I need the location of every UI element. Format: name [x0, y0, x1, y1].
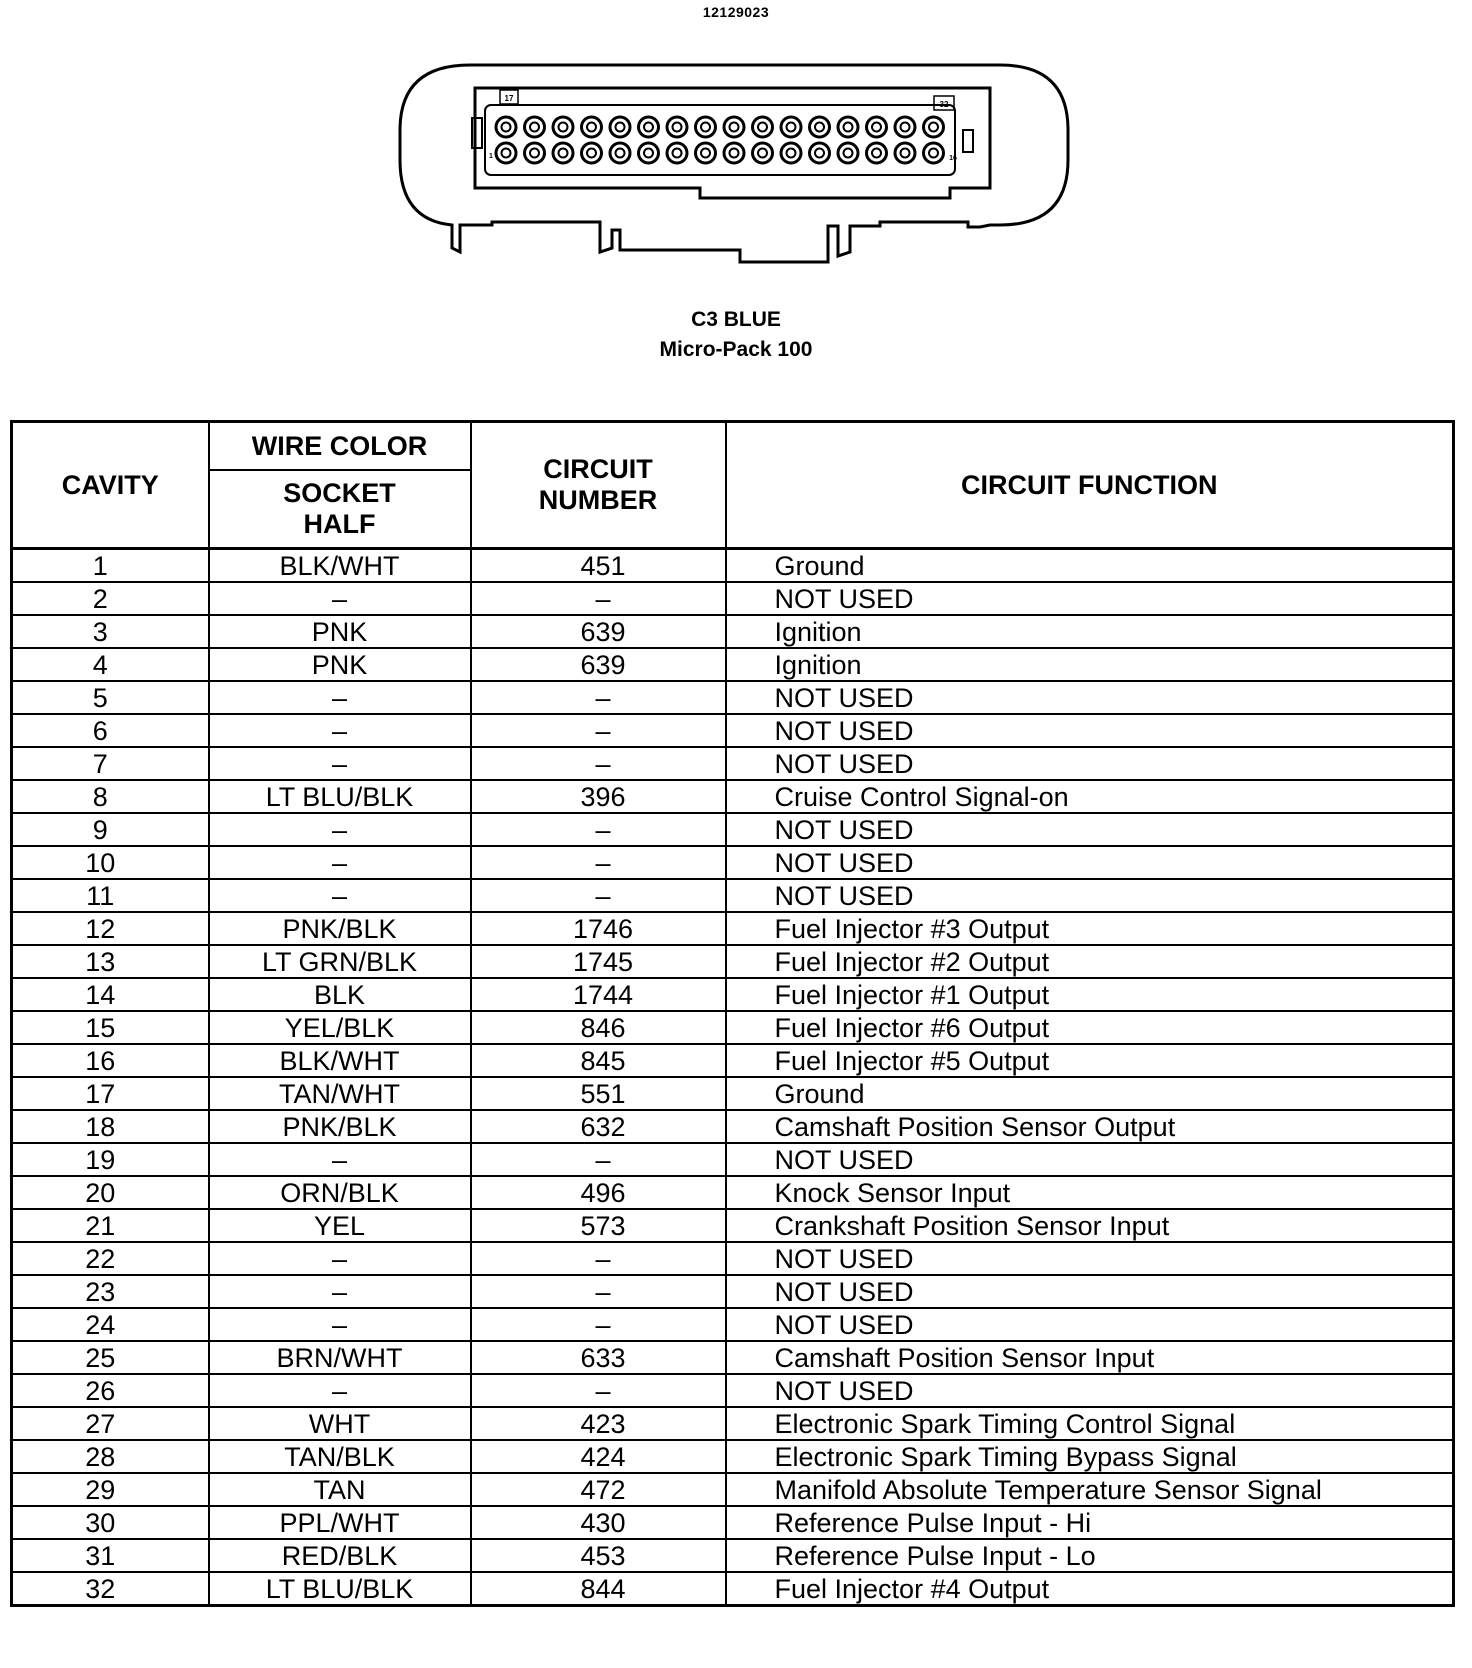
table-row [12, 648, 1454, 681]
wire-color-cell: ORN/BLK [209, 1176, 471, 1209]
table-row [12, 681, 1454, 714]
circuit-function-cell: Manifold Absolute Temperature Sensor Signal [726, 1473, 1454, 1506]
wire-color-cell: TAN [209, 1473, 471, 1506]
circuit-number-cell: 430 [471, 1506, 726, 1539]
connector-pin [525, 117, 545, 137]
table-row [12, 1209, 1454, 1242]
circuit-number-cell: 472 [471, 1473, 726, 1506]
connector-pin-socket [502, 149, 511, 158]
wire-color-cell: – [209, 879, 471, 912]
circuit-function-cell: Ground [726, 549, 1454, 583]
circuit-function-cell: Fuel Injector #1 Output [726, 978, 1454, 1011]
wire-color-cell: BRN/WHT [209, 1341, 471, 1374]
circuit-number-cell: – [471, 879, 726, 912]
circuit-number-cell: 845 [471, 1044, 726, 1077]
cavity-cell: 22 [12, 1242, 209, 1275]
circuit-number-cell: – [471, 1275, 726, 1308]
wire-color-cell: – [209, 1374, 471, 1407]
table-row [12, 1440, 1454, 1473]
connector-pin [496, 143, 516, 163]
header-circuit-number: CIRCUIT NUMBER [471, 422, 726, 549]
table-row [12, 780, 1454, 813]
connector-pin [924, 143, 944, 163]
circuit-number-cell: 1745 [471, 945, 726, 978]
cavity-cell: 7 [12, 747, 209, 780]
connector-pin [496, 117, 516, 137]
circuit-function-cell: Cruise Control Signal-on [726, 780, 1454, 813]
circuit-function-cell: Camshaft Position Sensor Output [726, 1110, 1454, 1143]
connector-pin [582, 143, 602, 163]
cavity-cell: 27 [12, 1407, 209, 1440]
wire-color-cell: – [209, 714, 471, 747]
connector-pin [810, 143, 830, 163]
table-row [12, 978, 1454, 1011]
wire-color-cell: PNK [209, 615, 471, 648]
header-socket-half: SOCKET HALF [209, 470, 471, 549]
connector-pin [867, 143, 887, 163]
connector-pin [895, 143, 915, 163]
circuit-function-cell: NOT USED [726, 1374, 1454, 1407]
connector-pin-socket [758, 123, 767, 132]
connector-pin-socket [559, 149, 568, 158]
circuit-number-cell: 496 [471, 1176, 726, 1209]
circuit-function-cell: NOT USED [726, 1275, 1454, 1308]
connector-pin-socket [701, 149, 710, 158]
cavity-cell: 9 [12, 813, 209, 846]
cavity-cell: 12 [12, 912, 209, 945]
circuit-function-cell: NOT USED [726, 714, 1454, 747]
wire-color-cell: – [209, 1242, 471, 1275]
wire-color-cell: LT BLU/BLK [209, 780, 471, 813]
wire-color-cell: – [209, 1143, 471, 1176]
table-row [12, 1011, 1454, 1044]
connector-pin [753, 143, 773, 163]
connector-pin [696, 143, 716, 163]
connector-diagram [0, 0, 1472, 300]
header-cavity: CAVITY [12, 422, 209, 549]
circuit-function-cell: NOT USED [726, 681, 1454, 714]
connector-pin-socket [644, 123, 653, 132]
circuit-number-cell: – [471, 747, 726, 780]
cavity-cell: 15 [12, 1011, 209, 1044]
connector-pin-socket [530, 123, 539, 132]
connector-pin-socket [787, 149, 796, 158]
circuit-function-cell: Camshaft Position Sensor Input [726, 1341, 1454, 1374]
circuit-number-cell: 551 [471, 1077, 726, 1110]
circuit-function-cell: Fuel Injector #3 Output [726, 912, 1454, 945]
connector-pin-socket [901, 149, 910, 158]
table-row [12, 1374, 1454, 1407]
pinout-table [10, 420, 1455, 1607]
connector-pin [639, 143, 659, 163]
cavity-cell: 11 [12, 879, 209, 912]
table-row [12, 1506, 1454, 1539]
connector-pin-socket [787, 123, 796, 132]
cavity-cell: 24 [12, 1308, 209, 1341]
table-row [12, 615, 1454, 648]
connector-pin-socket [929, 149, 938, 158]
pin-label-17: 17 [504, 94, 514, 103]
wire-color-cell: – [209, 681, 471, 714]
cavity-cell: 16 [12, 1044, 209, 1077]
wire-color-cell: – [209, 1275, 471, 1308]
table-row [12, 1077, 1454, 1110]
connector-pin-socket [758, 149, 767, 158]
circuit-function-cell: NOT USED [726, 1143, 1454, 1176]
connector-pin-socket [730, 123, 739, 132]
table-row [12, 1110, 1454, 1143]
connector-pin [810, 117, 830, 137]
table-row [12, 549, 1454, 583]
circuit-function-cell: Knock Sensor Input [726, 1176, 1454, 1209]
pin-label-1: 1 [489, 153, 493, 160]
wire-color-cell: RED/BLK [209, 1539, 471, 1572]
connector-pin [924, 117, 944, 137]
pin-block [485, 105, 955, 175]
wire-color-cell: BLK/WHT [209, 1044, 471, 1077]
circuit-function-cell: NOT USED [726, 1308, 1454, 1341]
circuit-number-cell: 453 [471, 1539, 726, 1572]
circuit-function-cell: Electronic Spark Timing Bypass Signal [726, 1440, 1454, 1473]
connector-pin [610, 143, 630, 163]
cavity-cell: 6 [12, 714, 209, 747]
circuit-number-cell: 1746 [471, 912, 726, 945]
header-wire-color: WIRE COLOR [209, 422, 471, 471]
pin-label-16: 16 [949, 155, 957, 162]
connector-pin [610, 117, 630, 137]
connector-pin [724, 143, 744, 163]
cavity-cell: 5 [12, 681, 209, 714]
connector-pin-socket [616, 123, 625, 132]
circuit-function-cell: Crankshaft Position Sensor Input [726, 1209, 1454, 1242]
circuit-number-cell: 1744 [471, 978, 726, 1011]
wire-color-cell: PNK/BLK [209, 1110, 471, 1143]
table-row [12, 879, 1454, 912]
circuit-number-cell: 639 [471, 648, 726, 681]
circuit-number-cell: 396 [471, 780, 726, 813]
circuit-number-cell: – [471, 681, 726, 714]
connector-pin [895, 117, 915, 137]
connector-type: Micro-Pack 100 [659, 338, 813, 361]
connector-pin-socket [644, 149, 653, 158]
connector-pin-socket [587, 123, 596, 132]
cavity-cell: 14 [12, 978, 209, 1011]
circuit-number-cell: 846 [471, 1011, 726, 1044]
table-row [12, 582, 1454, 615]
cavity-cell: 13 [12, 945, 209, 978]
connector-pin [838, 143, 858, 163]
connector-pin [753, 117, 773, 137]
circuit-number-cell: – [471, 846, 726, 879]
circuit-number-cell: 573 [471, 1209, 726, 1242]
table-row [12, 813, 1454, 846]
wire-color-cell: YEL [209, 1209, 471, 1242]
cavity-cell: 28 [12, 1440, 209, 1473]
connector-pin-socket [616, 149, 625, 158]
connector-pin [667, 143, 687, 163]
wire-color-cell: BLK [209, 978, 471, 1011]
cavity-cell: 25 [12, 1341, 209, 1374]
cavity-cell: 10 [12, 846, 209, 879]
table-row [12, 1044, 1454, 1077]
circuit-number-cell: 451 [471, 549, 726, 583]
table-row [12, 1572, 1454, 1606]
circuit-function-cell: Ground [726, 1077, 1454, 1110]
wire-color-cell: PPL/WHT [209, 1506, 471, 1539]
cavity-cell: 18 [12, 1110, 209, 1143]
connector-pin [696, 117, 716, 137]
table-row [12, 1341, 1454, 1374]
circuit-function-cell: NOT USED [726, 879, 1454, 912]
circuit-function-cell: Fuel Injector #4 Output [726, 1572, 1454, 1606]
cavity-cell: 19 [12, 1143, 209, 1176]
circuit-number-cell: – [471, 1143, 726, 1176]
table-row [12, 714, 1454, 747]
circuit-function-cell: Reference Pulse Input - Hi [726, 1506, 1454, 1539]
circuit-number-cell: 632 [471, 1110, 726, 1143]
connector-pin-socket [559, 123, 568, 132]
wire-color-cell: LT BLU/BLK [209, 1572, 471, 1606]
connector-pin [838, 117, 858, 137]
circuit-number-cell: – [471, 813, 726, 846]
cavity-cell: 1 [12, 549, 209, 583]
circuit-function-cell: Fuel Injector #5 Output [726, 1044, 1454, 1077]
table-row [12, 1308, 1454, 1341]
connector-pin-socket [587, 149, 596, 158]
connector-pin [724, 117, 744, 137]
circuit-number-cell: – [471, 1242, 726, 1275]
circuit-number-cell: 633 [471, 1341, 726, 1374]
connector-pin [553, 143, 573, 163]
connector-name: C3 BLUE [691, 308, 781, 331]
connector-pin-socket [872, 123, 881, 132]
table-row [12, 1407, 1454, 1440]
wire-color-cell: – [209, 1308, 471, 1341]
connector-pin-socket [730, 149, 739, 158]
connector-pin-socket [673, 123, 682, 132]
circuit-number-cell: – [471, 1308, 726, 1341]
circuit-number-cell: 423 [471, 1407, 726, 1440]
cavity-cell: 30 [12, 1506, 209, 1539]
wire-color-cell: WHT [209, 1407, 471, 1440]
cavity-cell: 4 [12, 648, 209, 681]
pin-label-32: 32 [939, 100, 949, 109]
circuit-function-cell: Fuel Injector #6 Output [726, 1011, 1454, 1044]
circuit-function-cell: Ignition [726, 615, 1454, 648]
connector-pin-socket [502, 123, 511, 132]
circuit-number-cell: – [471, 714, 726, 747]
wire-color-cell: PNK [209, 648, 471, 681]
connector-pin-socket [530, 149, 539, 158]
circuit-function-cell: NOT USED [726, 747, 1454, 780]
cavity-cell: 32 [12, 1572, 209, 1606]
table-row [12, 912, 1454, 945]
cavity-cell: 17 [12, 1077, 209, 1110]
circuit-number-cell: – [471, 582, 726, 615]
circuit-number-cell: 844 [471, 1572, 726, 1606]
circuit-function-cell: Reference Pulse Input - Lo [726, 1539, 1454, 1572]
cavity-cell: 20 [12, 1176, 209, 1209]
cavity-cell: 2 [12, 582, 209, 615]
table-row [12, 1473, 1454, 1506]
cavity-cell: 21 [12, 1209, 209, 1242]
connector-pin [639, 117, 659, 137]
connector-pin-socket [701, 123, 710, 132]
circuit-number-cell: – [471, 1374, 726, 1407]
cavity-cell: 23 [12, 1275, 209, 1308]
table-row [12, 1176, 1454, 1209]
connector-pin-socket [901, 123, 910, 132]
pinout-rows [12, 549, 1454, 1606]
circuit-function-cell: NOT USED [726, 813, 1454, 846]
wire-color-cell: PNK/BLK [209, 912, 471, 945]
wire-color-cell: BLK/WHT [209, 549, 471, 583]
connector-pin-socket [815, 123, 824, 132]
connector-pin-socket [844, 123, 853, 132]
table-row [12, 945, 1454, 978]
header-circuit-function: CIRCUIT FUNCTION [726, 422, 1454, 549]
circuit-number-cell: 639 [471, 615, 726, 648]
part-number: 12129023 [702, 4, 770, 20]
cavity-cell: 31 [12, 1539, 209, 1572]
wire-color-cell: – [209, 747, 471, 780]
circuit-function-cell: Electronic Spark Timing Control Signal [726, 1407, 1454, 1440]
connector-pin-socket [673, 149, 682, 158]
wire-color-cell: – [209, 582, 471, 615]
wire-color-cell: – [209, 813, 471, 846]
cavity-cell: 26 [12, 1374, 209, 1407]
connector-pin [781, 117, 801, 137]
connector-pin [553, 117, 573, 137]
wire-color-cell: YEL/BLK [209, 1011, 471, 1044]
wire-color-cell: TAN/WHT [209, 1077, 471, 1110]
table-row [12, 1143, 1454, 1176]
wire-color-cell: – [209, 846, 471, 879]
circuit-function-cell: Fuel Injector #2 Output [726, 945, 1454, 978]
table-row [12, 1539, 1454, 1572]
table-row [12, 846, 1454, 879]
connector-pin [667, 117, 687, 137]
wire-color-cell: LT GRN/BLK [209, 945, 471, 978]
circuit-function-cell: NOT USED [726, 846, 1454, 879]
cavity-cell: 8 [12, 780, 209, 813]
connector-pin [582, 117, 602, 137]
connector-pin [525, 143, 545, 163]
circuit-number-cell: 424 [471, 1440, 726, 1473]
circuit-function-cell: Ignition [726, 648, 1454, 681]
connector-pin [867, 117, 887, 137]
connector-pin [781, 143, 801, 163]
circuit-function-cell: NOT USED [726, 1242, 1454, 1275]
connector-pins [496, 117, 944, 163]
connector-pin-socket [844, 149, 853, 158]
cavity-cell: 3 [12, 615, 209, 648]
table-row [12, 1275, 1454, 1308]
table-row [12, 1242, 1454, 1275]
connector-pin-socket [815, 149, 824, 158]
cavity-cell: 29 [12, 1473, 209, 1506]
circuit-function-cell: NOT USED [726, 582, 1454, 615]
wire-color-cell: TAN/BLK [209, 1440, 471, 1473]
table-row [12, 747, 1454, 780]
connector-pin-socket [872, 149, 881, 158]
connector-pin-socket [929, 123, 938, 132]
